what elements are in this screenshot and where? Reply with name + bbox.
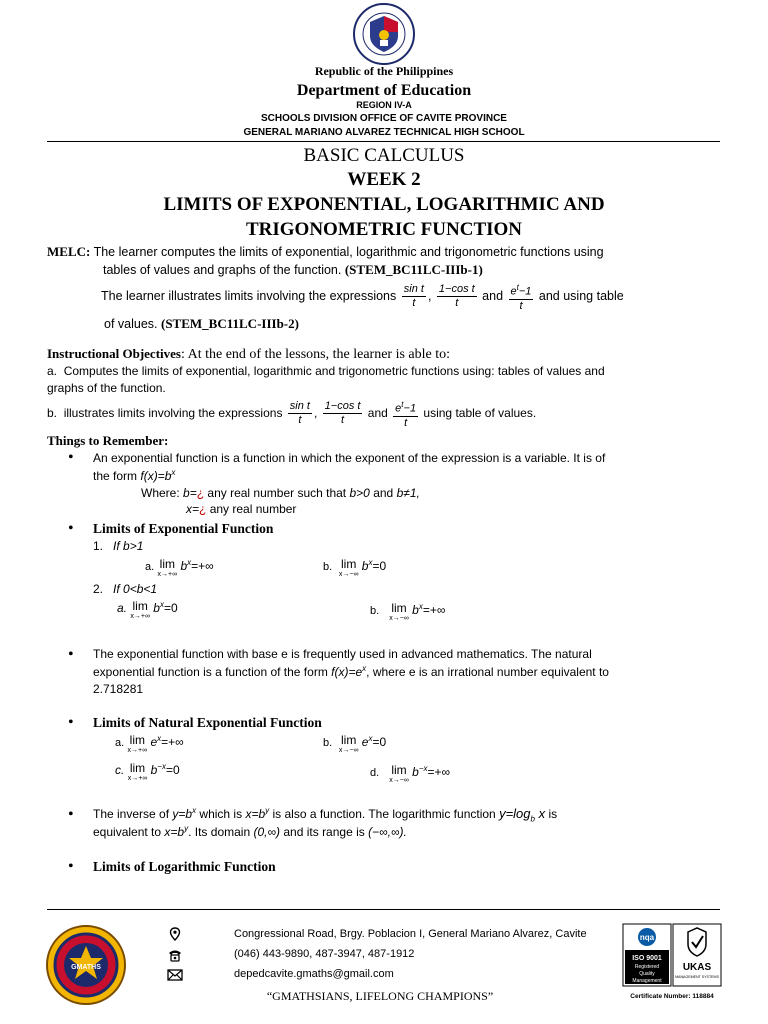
natural-line2: exponential function is a function of the form $f(x)=e^x$, where e is an irrational number equivalent to xyxy=(93,664,609,679)
obj-cos-fraction: $\frac{\text{1−cos t}}{t}$ xyxy=(324,400,361,427)
school-logo xyxy=(45,924,127,1006)
subject-title: BASIC CALCULUS xyxy=(303,145,465,166)
republic-line: Republic of the Philippines xyxy=(314,64,454,78)
limits-log-heading: Limits of Logarithmic Function xyxy=(93,859,276,874)
objective-a-text: Computes the limits of exponential, logarithmic and trigonometric functions using: tables of values and xyxy=(63,364,605,378)
iso-certification-badge xyxy=(622,922,722,1012)
svg-text:nqa: nqa xyxy=(639,933,655,942)
bullet-dot: • xyxy=(68,714,74,731)
region-line: REGION IV-A xyxy=(356,100,412,110)
nat-limit-c: c. lim x→+∞ $b^{-x}=0$ xyxy=(115,761,180,782)
bullet-dot: • xyxy=(68,520,74,537)
melc-label: MELC: xyxy=(47,244,91,259)
footer-phone: (046) 443-9890, 487-3947, 487-1912 xyxy=(234,948,415,960)
objectives-lead: : At the end of the lessons, the learner is able to: xyxy=(180,347,451,362)
exp-limit-2a: a. lim x→+∞ $b^x=0$ xyxy=(117,599,178,620)
location-icon xyxy=(168,927,182,941)
one-minus-cos-t-over-t-fraction: $\frac{\text{1−cos t}}{t}$ xyxy=(438,283,475,310)
melc-line4 xyxy=(104,316,299,332)
inverse-line1: The inverse of $y=b^x$ which is $x=b^y$ is also a function. The logarithmic function $y=\log_b$ x is xyxy=(93,806,558,824)
footer-email: depedcavite.gmaths@gmail.com xyxy=(234,968,394,980)
week-title: WEEK 2 xyxy=(347,169,421,190)
footer-rule xyxy=(47,909,720,910)
bullet-dot: • xyxy=(68,806,74,823)
objectives-heading xyxy=(47,346,450,363)
exp-limit-1a: a. lim x→+∞ $b^x=+\infty$ xyxy=(145,557,214,578)
objective-b-line: b. illustrates limits involving the expressions $\frac{\text{sin t}}{t}$ , $\frac{\text{1−cos t}}{t}$ and $\frac{e^t-1}{t}$ using table of values. xyxy=(47,400,537,429)
school-line: GENERAL MARIANO ALVAREZ TECHNICAL HIGH SCHOOL xyxy=(243,127,525,138)
melc-text1b: tables of values and graphs of the function. xyxy=(103,263,342,277)
limits-nat-heading: Limits of Natural Exponential Function xyxy=(93,715,322,730)
objective-b-marker: b. xyxy=(47,406,58,420)
objective-b-tail: using table of values. xyxy=(423,406,537,420)
svg-text:UKAS: UKAS xyxy=(682,962,712,973)
svg-text:Quality: Quality xyxy=(639,971,655,977)
objectives-label: Instructional Objectives xyxy=(47,346,181,361)
svg-text:Certificate Number: 118884: Certificate Number: 118884 xyxy=(630,993,714,1000)
melc-line3: The learner illustrates limits involving the expressions $\frac{\text{sin t}}{t}$ , $\frac{\text{1−cos t}}{t}$ and $\frac{e^t-1}{t}$ and using table xyxy=(101,282,624,312)
melc-line1 xyxy=(47,244,604,260)
svg-text:Registered: Registered xyxy=(634,964,660,970)
where-b-line: Where: b=¿ any real number such that b>0 and b≠1, xyxy=(141,486,420,500)
obj-exp-fraction: $\frac{e^t-1}{t}$ xyxy=(395,400,417,429)
nat-limit-d: d. lim x→−∞ $b^{-x}=+\infty$ xyxy=(370,763,451,784)
inverse-line2: equivalent to $x=b^y$. Its domain (0,∞) and its range is (−∞,∞). xyxy=(93,824,407,839)
melc-text1a: The learner computes the limits of exponential, logarithmic and trigonometric functions using xyxy=(93,245,604,259)
melc-text2b: and using table xyxy=(538,289,624,303)
footer-motto: “GMATHSIANS, LIFELONG CHAMPIONS” xyxy=(266,989,494,1003)
sin-t-over-t-fraction: $\frac{\text{sin t}}{t}$ xyxy=(403,283,424,310)
exp-def-line1: An exponential function is a function in which the exponent of the expression is a variable. It is of xyxy=(93,451,606,465)
bullet-dot: • xyxy=(68,646,74,663)
bullet-dot: • xyxy=(68,858,74,875)
exp-function-form: $f(x)=b^x$ xyxy=(140,468,176,483)
header-rule xyxy=(47,141,720,142)
nat-limit-b: b. lim x→−∞ $e^x=0$ xyxy=(323,733,387,754)
svg-text:Management: Management xyxy=(632,978,662,984)
natural-line3: 2.718281 xyxy=(93,682,144,696)
case2-line: 2. If 0<b<1 xyxy=(93,582,158,596)
deped-seal xyxy=(346,2,422,66)
footer-address: Congressional Road, Brgy. Poblacion I, General Mariano Alvarez, Cavite xyxy=(234,928,587,940)
objective-b-text: illustrates limits involving the expressions xyxy=(63,406,283,420)
objective-a-line2: graphs of the function. xyxy=(47,381,166,395)
nat-limit-a: a. lim x→+∞ $e^x=+\infty$ xyxy=(115,733,184,754)
svg-text:MANAGEMENT SYSTEMS: MANAGEMENT SYSTEMS xyxy=(675,975,719,979)
topic-title-line1: LIMITS OF EXPONENTIAL, LOGARITHMIC AND xyxy=(163,194,605,215)
melc-code2: (STEM_BC11LC-IIIb-2) xyxy=(161,316,299,331)
exp-def-line2: the form $f(x)=b^x$ xyxy=(93,468,176,483)
svg-text:GMATHS: GMATHS xyxy=(71,964,101,971)
phone-icon xyxy=(167,948,183,962)
limits-exp-heading: Limits of Exponential Function xyxy=(93,521,274,536)
obj-sin-fraction: $\frac{\text{sin t}}{t}$ xyxy=(289,400,310,427)
case1-line: 1. If b>1 xyxy=(93,539,144,553)
exp-limit-1b: b. lim x→−∞ $b^x=0$ xyxy=(323,557,387,578)
bullet-dot: • xyxy=(68,449,74,466)
e-t-minus-1-over-t-fraction: $\frac{e^t-1}{t}$ xyxy=(510,282,532,312)
melc-text2c: of values. xyxy=(104,317,158,331)
melc-text2a: The learner illustrates limits involving the expressions xyxy=(101,289,397,303)
exp-limit-2b: b. lim x→−∞ $b^x=+\infty$ xyxy=(370,601,446,622)
topic-title-line2: TRIGONOMETRIC FUNCTION xyxy=(245,219,523,240)
melc-line2 xyxy=(103,262,483,278)
objective-a-marker: a. xyxy=(47,364,58,378)
remember-heading: Things to Remember: xyxy=(47,433,169,448)
department-line: Department of Education xyxy=(296,82,472,99)
where-x-line: x=¿ any real number xyxy=(186,502,297,516)
natural-line1: The exponential function with base e is frequently used in advanced mathematics. The natural xyxy=(93,647,592,661)
melc-code1: (STEM_BC11LC-IIIb-1) xyxy=(344,262,483,277)
svg-text:ISO 9001: ISO 9001 xyxy=(632,955,662,962)
mail-icon xyxy=(167,968,183,980)
division-line: SCHOOLS DIVISION OFFICE OF CAVITE PROVINCE xyxy=(261,113,507,124)
objective-a-line1 xyxy=(47,364,605,378)
